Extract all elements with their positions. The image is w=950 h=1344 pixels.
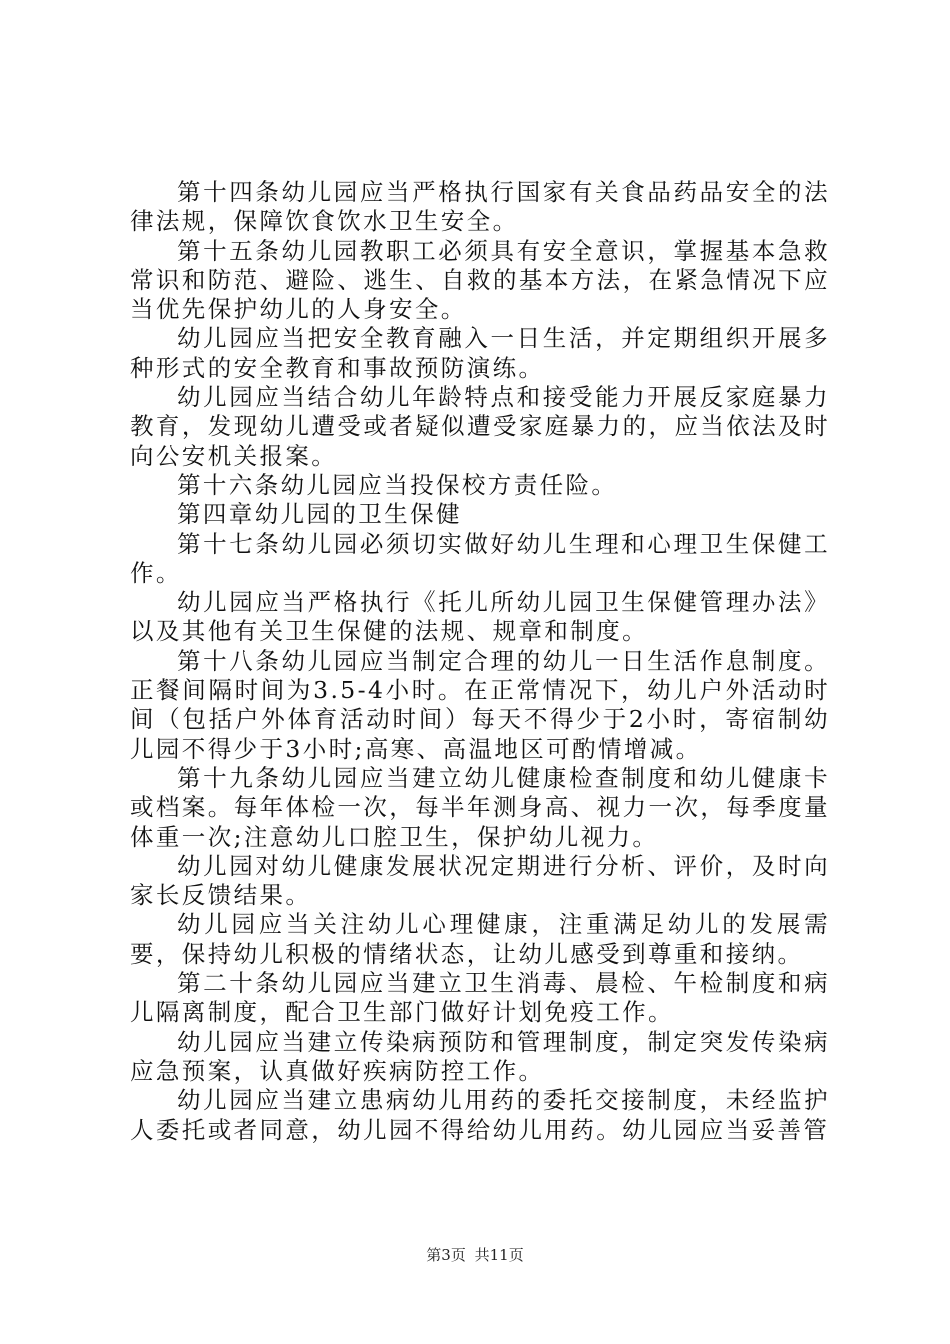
page-total: 共11页 <box>474 1246 524 1264</box>
paragraph: 第十八条幼儿园应当制定合理的幼儿一日生活作息制度。正餐间隔时间为3.5-4小时。在正常情况下，幼儿户外活动时间（包括户外体育活动时间）每天不得少于2小时，寄宿制幼儿园不得少于3小时;高寒、高温地区可酌情增减。 <box>130 646 830 763</box>
paragraph: 幼儿园应当把安全教育融入一日生活，并定期组织开展多种形式的安全教育和事故预防演练。 <box>130 324 830 382</box>
paragraph: 幼儿园应当关注幼儿心理健康，注重满足幼儿的发展需要，保持幼儿积极的情绪状态，让幼儿感受到尊重和接纳。 <box>130 910 830 968</box>
paragraph: 幼儿园应当建立传染病预防和管理制度，制定突发传染病应急预案，认真做好疾病防控工作。 <box>130 1027 830 1085</box>
page-footer <box>0 1244 950 1265</box>
paragraph: 第二十条幼儿园应当建立卫生消毒、晨检、午检制度和病儿隔离制度，配合卫生部门做好计划免疫工作。 <box>130 969 830 1027</box>
paragraph: 第十五条幼儿园教职工必须具有安全意识，掌握基本急救常识和防范、避险、逃生、自救的基本方法，在紧急情况下应当优先保护幼儿的人身安全。 <box>130 236 830 324</box>
paragraph: 第十九条幼儿园应当建立幼儿健康检查制度和幼儿健康卡或档案。每年体检一次，每半年测身高、视力一次，每季度量体重一次;注意幼儿口腔卫生，保护幼儿视力。 <box>130 763 830 851</box>
paragraph: 幼儿园应当严格执行《托儿所幼儿园卫生保健管理办法》以及其他有关卫生保健的法规、规章和制度。 <box>130 588 830 646</box>
chapter-heading: 第四章幼儿园的卫生保健 <box>177 500 462 529</box>
document-body <box>130 178 830 1145</box>
paragraph: 幼儿园应当结合幼儿年龄特点和接受能力开展反家庭暴力教育，发现幼儿遭受或者疑似遭受家庭暴力的，应当依法及时向公安机关报案。 <box>130 383 830 470</box>
paragraph: 第十四条幼儿园应当严格执行国家有关食品药品安全的法律法规，保障饮食饮水卫生安全。 <box>130 178 830 236</box>
page-number: 第3页 <box>426 1246 466 1264</box>
paragraph: 幼儿园对幼儿健康发展状况定期进行分析、评价，及时向家长反馈结果。 <box>130 851 830 910</box>
paragraph: 第十六条幼儿园应当投保校方责任险。 <box>177 470 618 499</box>
paragraph: 幼儿园应当建立患病幼儿用药的委托交接制度，未经监护人委托或者同意，幼儿园不得给幼儿用药。幼儿园应当妥善管 <box>130 1086 830 1144</box>
paragraph: 第十七条幼儿园必须切实做好幼儿生理和心理卫生保健工作。 <box>130 529 830 587</box>
